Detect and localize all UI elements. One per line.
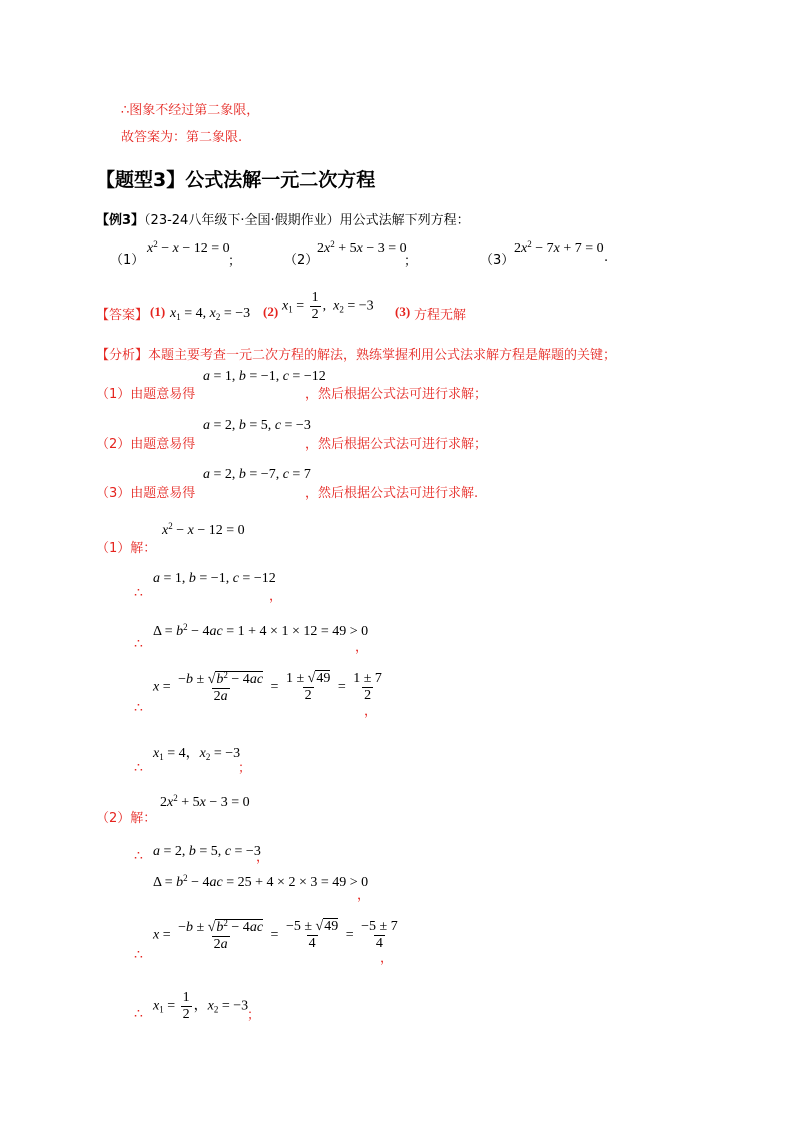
example-end: . <box>604 250 609 265</box>
therefore-symbol: ∴ <box>134 761 143 776</box>
semicolon-2: ； <box>404 254 418 269</box>
solution-2-label: （2）解： <box>96 811 157 826</box>
example-line <box>96 209 470 228</box>
analysis-step-2-suffix: ，然后根据公式法可进行求解； <box>305 437 488 452</box>
answer-part-1: (1) <box>150 304 166 319</box>
semicolon: ； <box>247 1008 261 1023</box>
therefore-symbol: ∴ <box>134 948 143 963</box>
conclusion-line: ∴图象不经过第二象限， <box>121 103 260 118</box>
solution-1-discriminant: $\Delta = b^2 - 4ac = 1 + 4 \times 1 \times 12 = 49 > 0$ <box>153 622 369 639</box>
equation-1: $x^2 - x - 12 = 0$ <box>147 239 230 256</box>
answer-part-3: (3) <box>395 304 411 319</box>
analysis-step-1-prefix: （1）由题意易得 <box>96 387 196 402</box>
analysis-coefficients-2: a = 2, b = 5, c = −3 <box>203 418 311 433</box>
example-source: （23-24八年级下·全国·假期作业）用公式法解下列方程： <box>144 213 470 228</box>
comma: ， <box>357 888 371 903</box>
solution-1-roots: $x_1 = 4$，$x_2 = -3$ <box>153 746 241 762</box>
therefore-symbol: ∴ <box>134 849 143 864</box>
solution-2-equation: $2x^2 + 5x - 3 = 0$ <box>160 793 250 810</box>
analysis-step-3-prefix: （3）由题意易得 <box>96 486 196 501</box>
solution-1-label: （1）解： <box>96 541 157 556</box>
solution-1-quadratic-formula: x = $\frac{-b \pm √b^2 - 4ac}{2a}$ = $\frac{1 \pm √49}{2}$ = $\frac{1 \pm 7}{2}$ <box>153 670 382 704</box>
solution-2-roots: $x_1$ = $\frac{1}{2}$ ，$x_2 = -3$ <box>153 990 249 1022</box>
solution-2-discriminant: $\Delta = b^2 - 4ac = 25 + 4 \times 2 \times 3 = 49 > 0$ <box>153 873 369 890</box>
analysis-step-3-suffix: ，然后根据公式法可进行求解. <box>305 486 479 501</box>
answer-no-solution: 方程无解 <box>414 308 467 323</box>
therefore-symbol: ∴ <box>134 1007 143 1022</box>
therefore-symbol: ∴ <box>134 701 143 716</box>
comma: ， <box>256 850 270 865</box>
example-label: 【例3】 <box>96 213 145 228</box>
analysis-coefficients-3: a = 2, b = −7, c = 7 <box>203 467 311 482</box>
solution-2-coefficients: a = 2, b = 5, c = −3 <box>153 844 261 859</box>
example-number-2: （2） <box>284 253 319 268</box>
solution-1-coefficients: a = 1, b = −1, c = −12 <box>153 571 276 586</box>
analysis-step-1-suffix: ，然后根据公式法可进行求解； <box>305 387 488 402</box>
analysis-step-2-prefix: （2）由题意易得 <box>96 437 196 452</box>
therefore-symbol: ∴ <box>134 586 143 601</box>
semicolon: ； <box>238 761 252 776</box>
analysis-coefficients-1: a = 1, b = −1, c = −12 <box>203 369 326 384</box>
semicolon-1: ； <box>228 254 242 269</box>
example-number-1: （1） <box>110 253 145 268</box>
answer-roots-2: $x_1$ = $\frac{1}{2}$ , $x_2 = -3$ <box>282 290 374 322</box>
answer-roots-1: $x_1 = 4$, $x_2 = -3$ <box>170 306 251 322</box>
example-number-3: （3） <box>480 253 515 268</box>
solution-2-quadratic-formula: x = $\frac{-b \pm √b^2 - 4ac}{2a}$ = $\frac{-5 \pm √49}{4}$ = $\frac{-5 \pm 7}{4}$ <box>153 918 398 952</box>
answer-label: 【答案】 <box>96 308 149 323</box>
equation-3: $2x^2 - 7x + 7 = 0$ <box>514 239 604 256</box>
section-heading: 【题型3】公式法解一元二次方程 <box>96 169 376 191</box>
answer-line: 故答案为：第二象限. <box>121 130 243 145</box>
analysis-intro: 【分析】本题主要考查一元二次方程的解法，熟练掌握利用公式法求解方程是解题的关键； <box>96 348 617 363</box>
equation-2: $2x^2 + 5x - 3 = 0$ <box>317 239 407 256</box>
comma: ， <box>364 704 378 719</box>
comma: ， <box>355 640 369 655</box>
solution-1-equation: $x^2 - x - 12 = 0$ <box>162 521 245 538</box>
therefore-symbol: ∴ <box>134 637 143 652</box>
comma: ， <box>380 951 394 966</box>
answer-part-2: (2) <box>263 304 279 319</box>
comma: ， <box>269 589 283 604</box>
